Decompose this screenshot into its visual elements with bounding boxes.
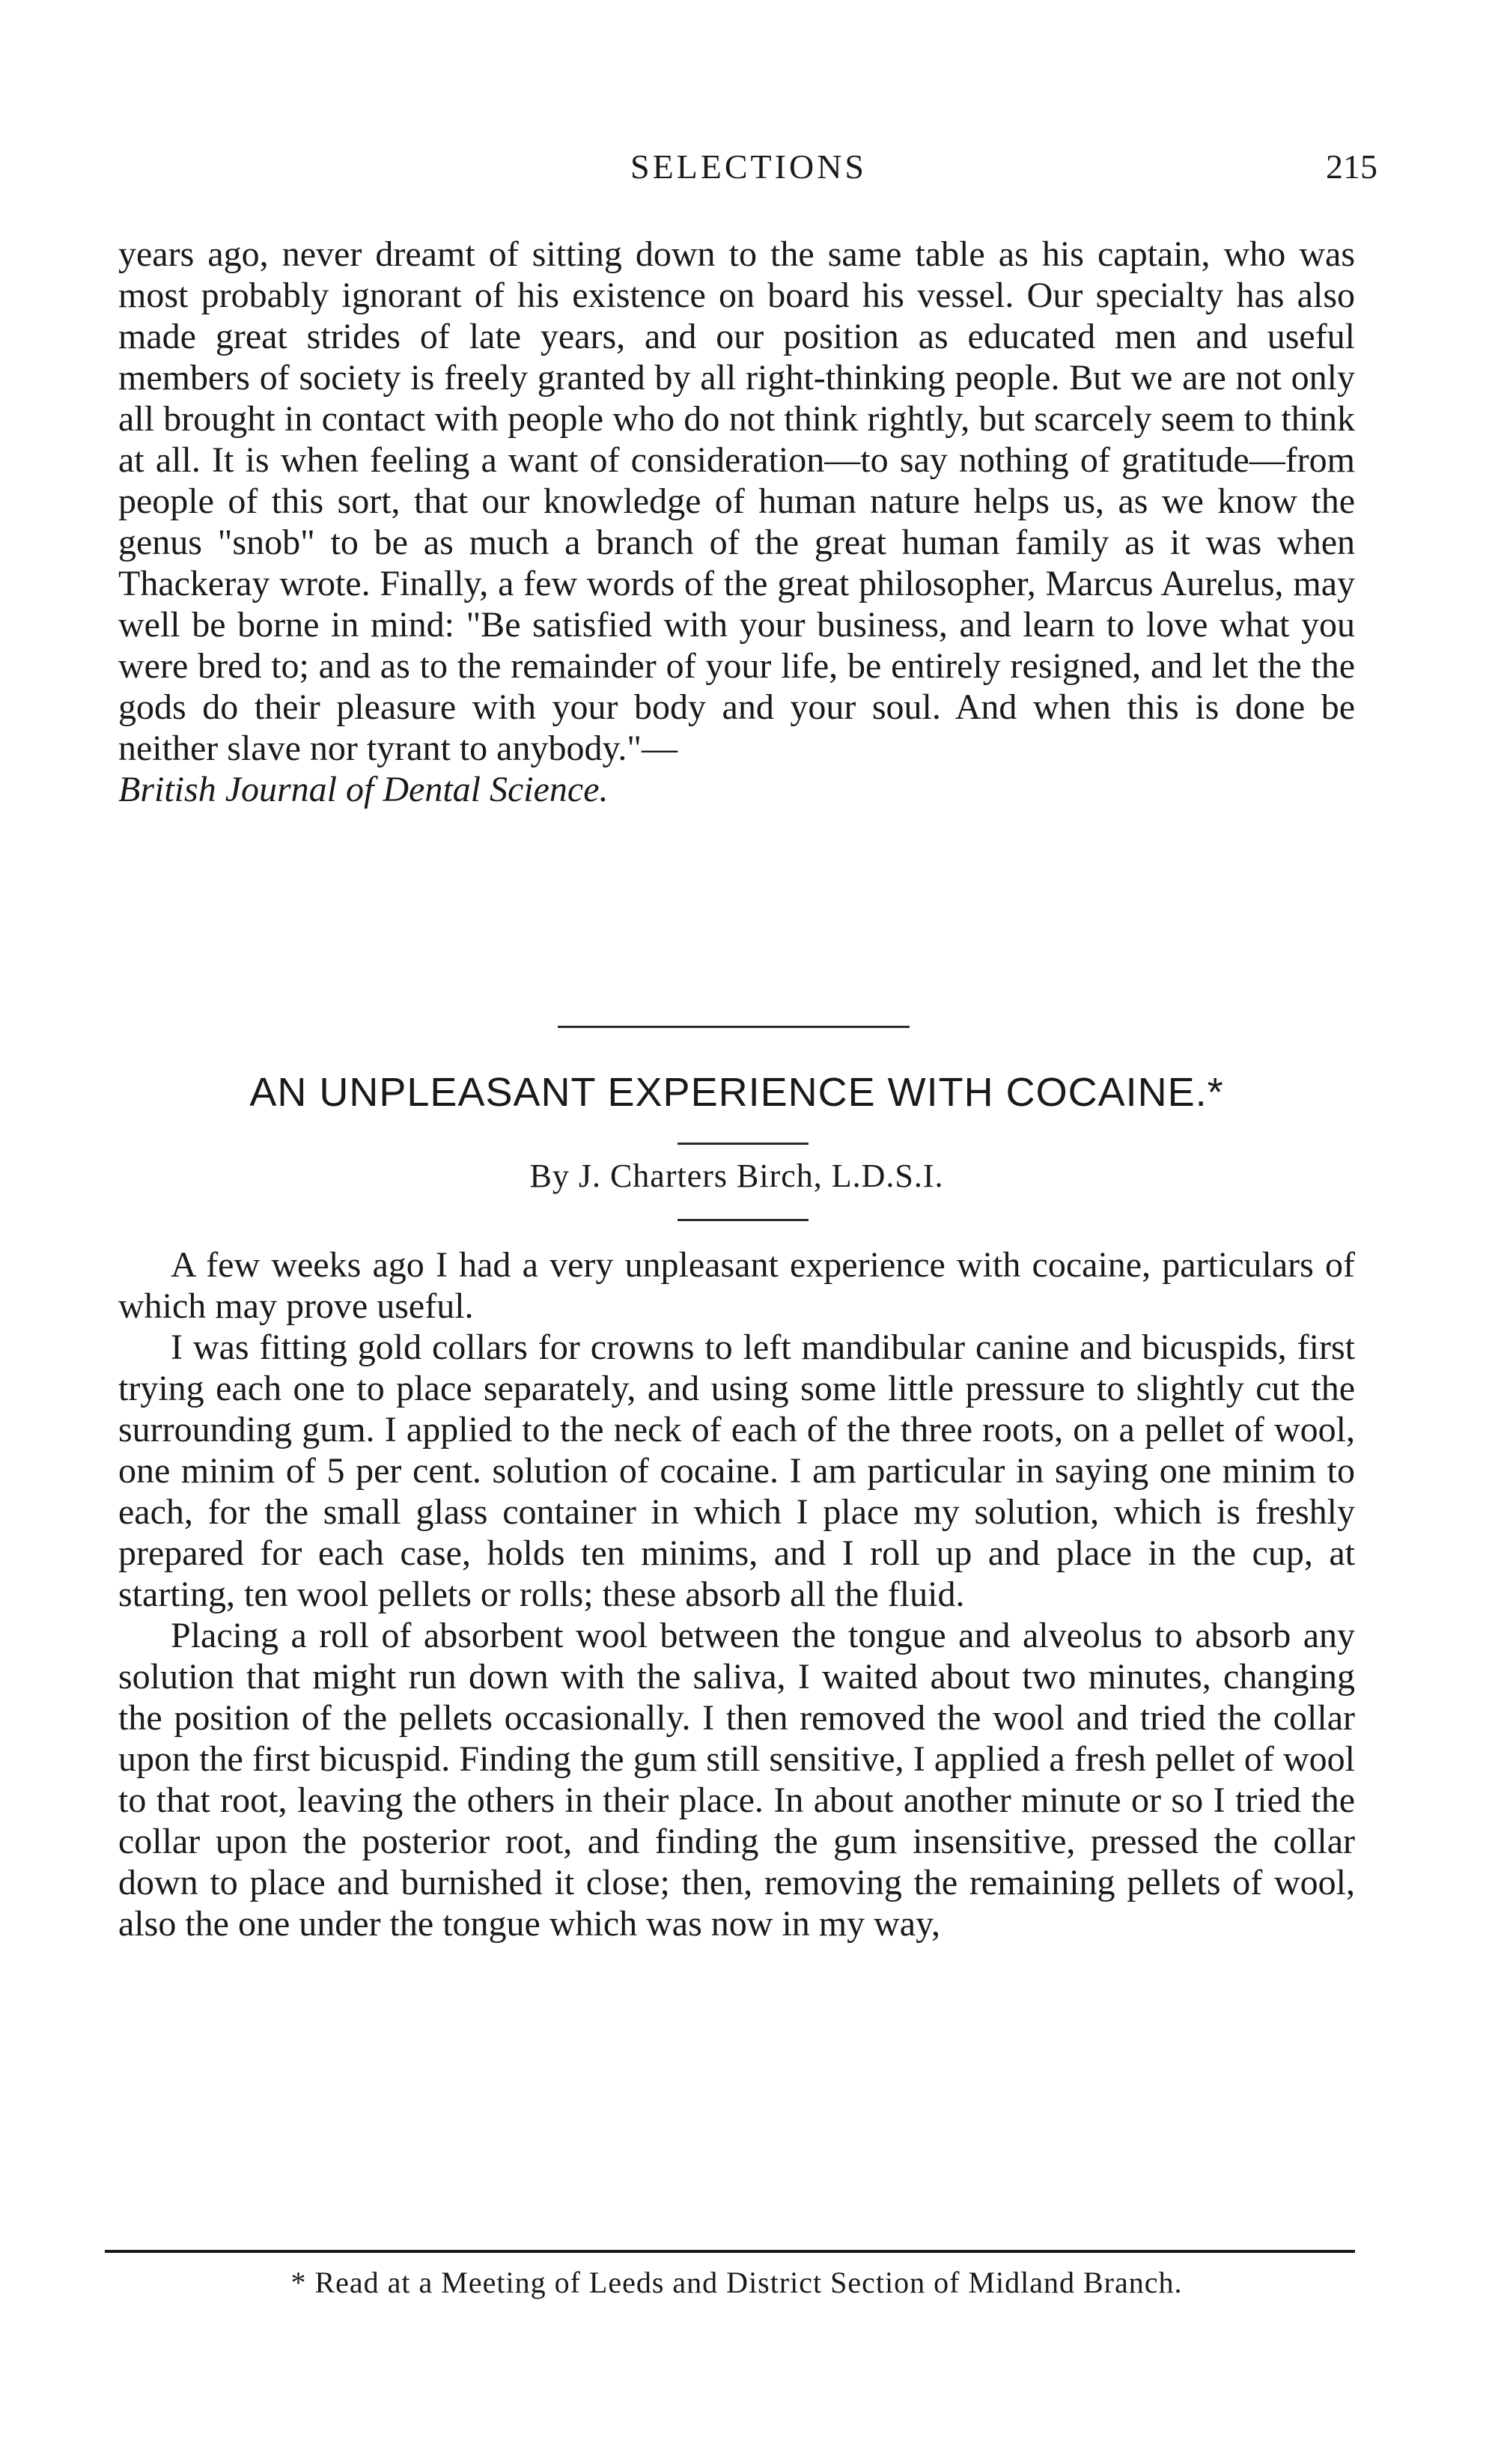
article-byline: By J. Charters Birch, L.D.S.I. — [529, 1158, 944, 1194]
page-number: 215 — [1326, 147, 1377, 186]
article-title: AN UNPLEASANT EXPERIENCE WITH COCAINE.* — [249, 1070, 1224, 1115]
footnote: * Read at a Meeting of Leeds and District Section of Midland Branch. — [290, 2266, 1183, 2299]
title-rule — [678, 1143, 809, 1145]
byline-rule — [678, 1219, 809, 1221]
section-divider — [558, 1026, 910, 1028]
source-citation: British Journal of Dental Science. — [118, 770, 609, 809]
continued-paragraph-text: years ago, never dreamt of sitting down to the same table as his captain, who was most probably ignorant of his existence on board his vessel. Our specialty has also made great strides of late years, and our position as educated men and useful members of society is freely granted by all right-thinking people. But we are not only all brought in contact with people who do not think rightly, but scarcely seem to think at all. It is when feeling a want of consideration—to say nothing of gratitude—from people of this sort, that our knowledge of human nature helps us, as we know the genus "snob" to be as much a branch of the great human family as it was when Thackeray wrote. Finally, a few words of the great philosopher, Marcus Aurelus, may well be borne in mind: "Be satisfied with your business, and learn to love what you were bred to; and as to the remainder of your life, be entirely resigned, and let the the gods do their pleasure with your body and your soul. And when this is done be neither slave nor tyrant to anybody."— — [118, 234, 1355, 768]
footnote-rule — [105, 2250, 1355, 2253]
continued-paragraph — [118, 234, 1355, 810]
running-head — [120, 147, 1377, 192]
article-paragraph: A few weeks ago I had a very unpleasant experience with cocaine, particulars of which may prove useful. — [118, 1245, 1355, 1326]
article-body — [118, 1244, 1355, 1944]
running-title: SELECTIONS — [630, 147, 867, 186]
continued-text-block — [118, 234, 1355, 810]
article-paragraph: Placing a roll of absorbent wool between the tongue and alveolus to absorb any solution that might run down with the saliva, I waited about two minutes, changing the position of the pellets occasionally. I then removed the wool and tried the collar upon the first bicuspid. Finding the gum still sensitive, I applied a fresh pellet of wool to that root, leaving the others in their place. In about another minute or so I tried the collar upon the posterior root, and finding the gum insensitive, pressed the collar down to place and burnished it close; then, removing the remaining pellets of wool, also the one under the tongue which was now in my way, — [118, 1616, 1355, 1944]
article-paragraph: I was fitting gold collars for crowns to left mandibular canine and bicuspids, first trying each one to place separately, and using some little pressure to slightly cut the surrounding gum. I applied to the neck of each of the three roots, on a pellet of wool, one minim of 5 per cent. solution of cocaine. I am particular in saying one minim to each, for the small glass container in which I place my solution, which is freshly prepared for each case, holds ten minims, and I roll up and place in the cup, at starting, ten wool pellets or rolls; these absorb all the fluid. — [118, 1327, 1355, 1614]
